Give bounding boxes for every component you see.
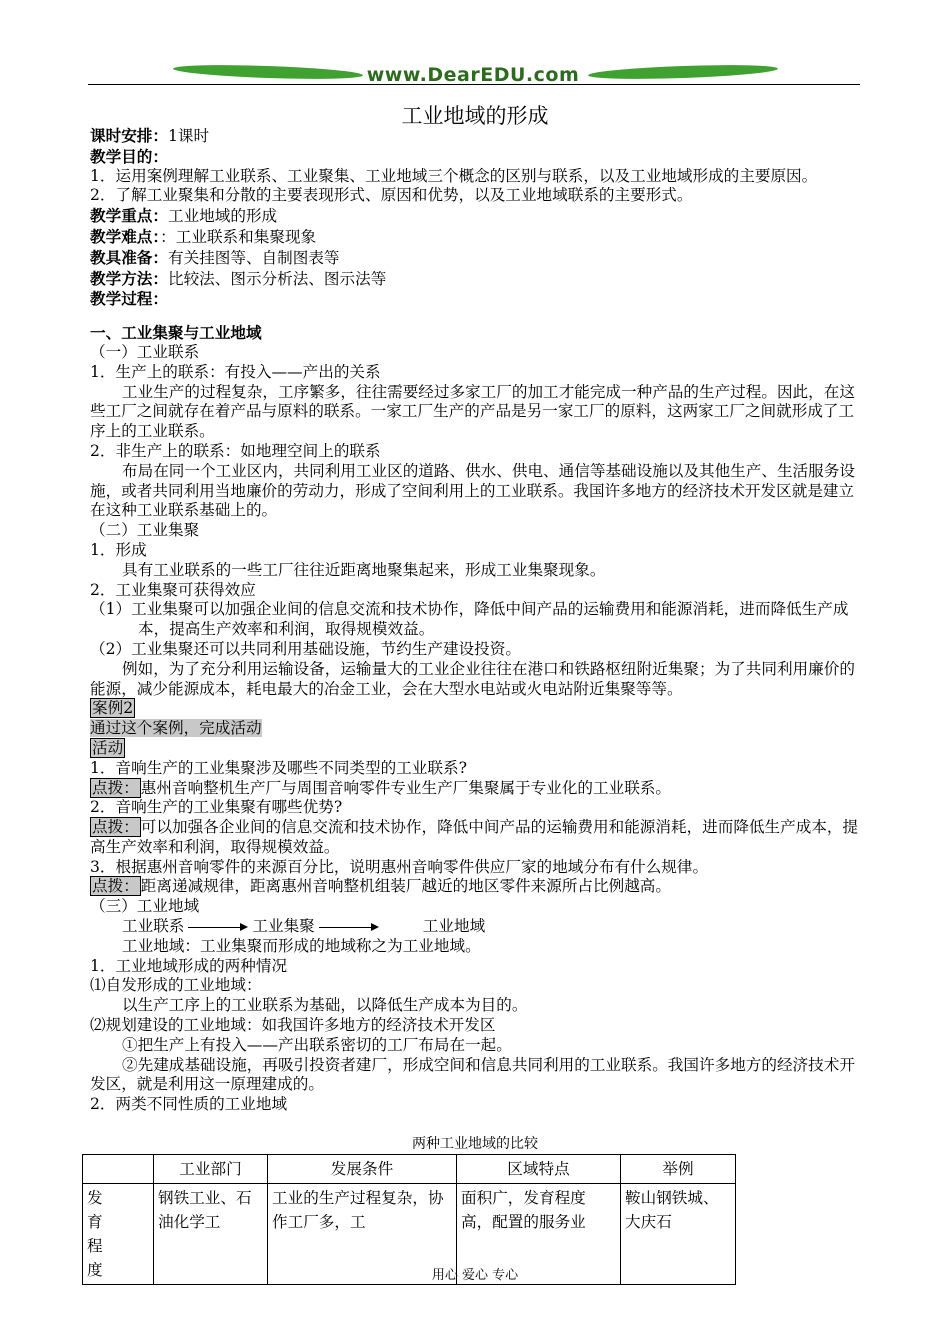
hint-label: 点拨： — [92, 877, 139, 896]
subsection-1: （一）工业联系 — [90, 342, 200, 361]
document-body — [90, 126, 865, 1115]
case-spontaneous: ⑴自发形成的工业地域： — [90, 976, 262, 995]
method-line: 教学方法：比较法、图示分析法、图示法等 — [90, 268, 387, 288]
case-label: 案例2 — [92, 699, 134, 718]
effect-a: （1）工业集聚可以加强企业间的信息交流和技术协作，降低中间产品的运输费用和能源消耗，进而降低生产成本，提高生产效率和利润，取得规模效益。 — [90, 600, 849, 639]
page-header — [88, 62, 860, 94]
table-header-cell: 区域特点 — [457, 1155, 621, 1184]
flow-step-2: 工业集聚 — [252, 917, 315, 936]
case-planned-2: ②先建成基础设施，再吸引投资者建厂，形成空间和信息共同利用的工业联系。我国许多地方的经济技术开发区，就是利用这一原理建成的。 — [90, 1055, 855, 1094]
activity-label: 活动 — [92, 738, 124, 757]
table-header-row — [83, 1155, 736, 1184]
cases-title: 1．工业地域形成的两种情况 — [90, 956, 288, 975]
table-caption: 两种工业地域的比较 — [412, 1136, 538, 1152]
subsection-3: （三）工业地域 — [90, 897, 200, 916]
section-heading: 一、工业集聚与工业地域 — [90, 323, 262, 343]
table-cell: 发育程度 — [83, 1184, 154, 1285]
spacer — [90, 309, 865, 323]
right-swoosh-decoration — [588, 63, 778, 82]
hint-label: 点拨： — [92, 818, 139, 837]
activity-question-2: 2．音响生产的工业集聚有哪些优势? — [90, 798, 343, 817]
formation-body: 具有工业联系的一些工厂往往近距离地聚集起来，形成工业集聚现象。 — [122, 560, 606, 579]
table-cell: 面积广，发育程度高，配置的服务业 — [457, 1184, 621, 1285]
activity-answer-2: 点拨： 可以加强各企业间的信息交流和技术协作，降低中间产品的运输费用和能源消耗，进而降低生产成本，提高生产效率和利润，取得规模效益。 — [90, 818, 859, 856]
page-footer: 用心 爱心 专心 — [431, 1268, 519, 1283]
case-line — [90, 699, 865, 719]
table-header-cell: 工业部门 — [154, 1155, 268, 1184]
case-spontaneous-body: 以生产工序上的工业联系为基础，以降低生产成本为目的。 — [122, 996, 528, 1015]
subsection-2: （二）工业集聚 — [90, 521, 200, 540]
effect-example: 例如，为了充分利用运输设备，运输量大的工业企业往往在港口和铁路枢纽附近集聚；为了共同利用廉价的能源，减少能源成本，耗电最大的冶金工业，会在大型水电站或火电站附近集聚等等。 — [90, 659, 855, 698]
table-header-cell: 举例 — [621, 1155, 736, 1184]
arrow-right-icon — [319, 923, 379, 931]
definition: 工业地域：工业集聚而形成的地域称之为工业地域。 — [122, 936, 481, 955]
schedule-line: 课时安排：1课时 — [90, 126, 210, 145]
two-types-title: 2．两类不同性质的工业地域 — [90, 1095, 288, 1114]
table-header-cell: 发展条件 — [268, 1155, 457, 1184]
flow-line — [90, 917, 865, 937]
left-swoosh-decoration — [173, 63, 363, 82]
site-logo[interactable]: www.DearEDU.com — [366, 64, 580, 86]
header-rule — [88, 84, 860, 85]
item-1-title: 1．生产上的联系：有投入——产出的关系 — [90, 362, 381, 381]
effect-title: 2．工业集聚可获得效应 — [90, 580, 256, 599]
activity-question-3: 3．根据惠州音响零件的来源百分比，说明惠州音响零件供应厂家的地域分布有什么规律。 — [90, 857, 709, 876]
item-2-body: 布局在同一个工业区内，共同利用工业区的道路、供水、供电、通信等基础设施以及其他生产、生活服务设施，或者共同利用当地廉价的劳动力，形成了空间利用上的工业联系。我国许多地方的经济技术开发区就是建立在这种工业联系基础上的。 — [90, 461, 855, 520]
table-header-cell — [83, 1155, 154, 1184]
tools-line: 教具准备：有关挂图等、自制图表等 — [90, 247, 340, 267]
flow-step-3: 工业地域 — [422, 917, 486, 936]
hint-label: 点拨： — [92, 778, 139, 797]
activity-line — [90, 739, 865, 759]
objective-label: 教学目的： — [90, 146, 168, 166]
activity-question-1: 1．音响生产的工业集聚涉及哪些不同类型的工业联系? — [90, 758, 467, 777]
page-title: 工业地域的形成 — [401, 104, 549, 128]
process-label: 教学过程： — [90, 289, 168, 309]
case-intro: 通过这个案例，完成活动 — [90, 719, 262, 738]
case-intro-line — [90, 719, 865, 739]
table-cell: 工业的生产过程复杂，协作工厂多，工 — [268, 1184, 457, 1285]
activity-answer-1: 点拨： 惠州音响整机生产厂与周围音响零件专业生产厂集聚属于专业化的工业联系。 — [92, 778, 671, 797]
arrow-right-icon — [188, 923, 248, 931]
objective-2: 2．了解工业聚集和分散的主要表现形式、原因和优势，以及工业地域联系的主要形式。 — [90, 186, 693, 205]
flow-step-1: 工业联系 — [122, 917, 185, 936]
case-planned: ⑵规划建设的工业地域：如我国许多地方的经济技术开发区 — [90, 1016, 496, 1035]
formation-title: 1．形成 — [90, 540, 147, 559]
effect-b: （2）工业集聚还可以共同利用基础设施，节约生产建设投资。 — [90, 639, 521, 658]
activity-answer-3: 点拨： 距离递减规律，距离惠州音响整机组装厂越近的地区零件来源所占比例越高。 — [92, 877, 671, 896]
difficulty-line: 教学难点：：工业联系和集聚现象 — [90, 226, 317, 246]
table-cell: 钢铁工业、石油化学工 — [154, 1184, 268, 1285]
case-planned-1: ①把生产上有投入——产出联系密切的工厂布局在一起。 — [122, 1035, 512, 1054]
table-cell: 鞍山钢铁城、大庆石 — [621, 1184, 736, 1285]
key-line: 教学重点：工业地域的形成 — [90, 206, 278, 226]
objective-1: 1．运用案例理解工业联系、工业聚集、工业地域三个概念的区别与联系，以及工业地域形成的主要原因。 — [90, 166, 818, 185]
item-2-title: 2．非生产上的联系：如地理空间上的联系 — [90, 441, 381, 460]
item-1-body: 工业生产的过程复杂，工序繁多，往往需要经过多家工厂的加工才能完成一种产品的生产过程。因此，在这些工厂之间就存在着产品与原料的联系。一家工厂生产的产品是另一家工厂的原料，这两家工厂之间就形成了工序上的工业联系。 — [90, 382, 855, 441]
